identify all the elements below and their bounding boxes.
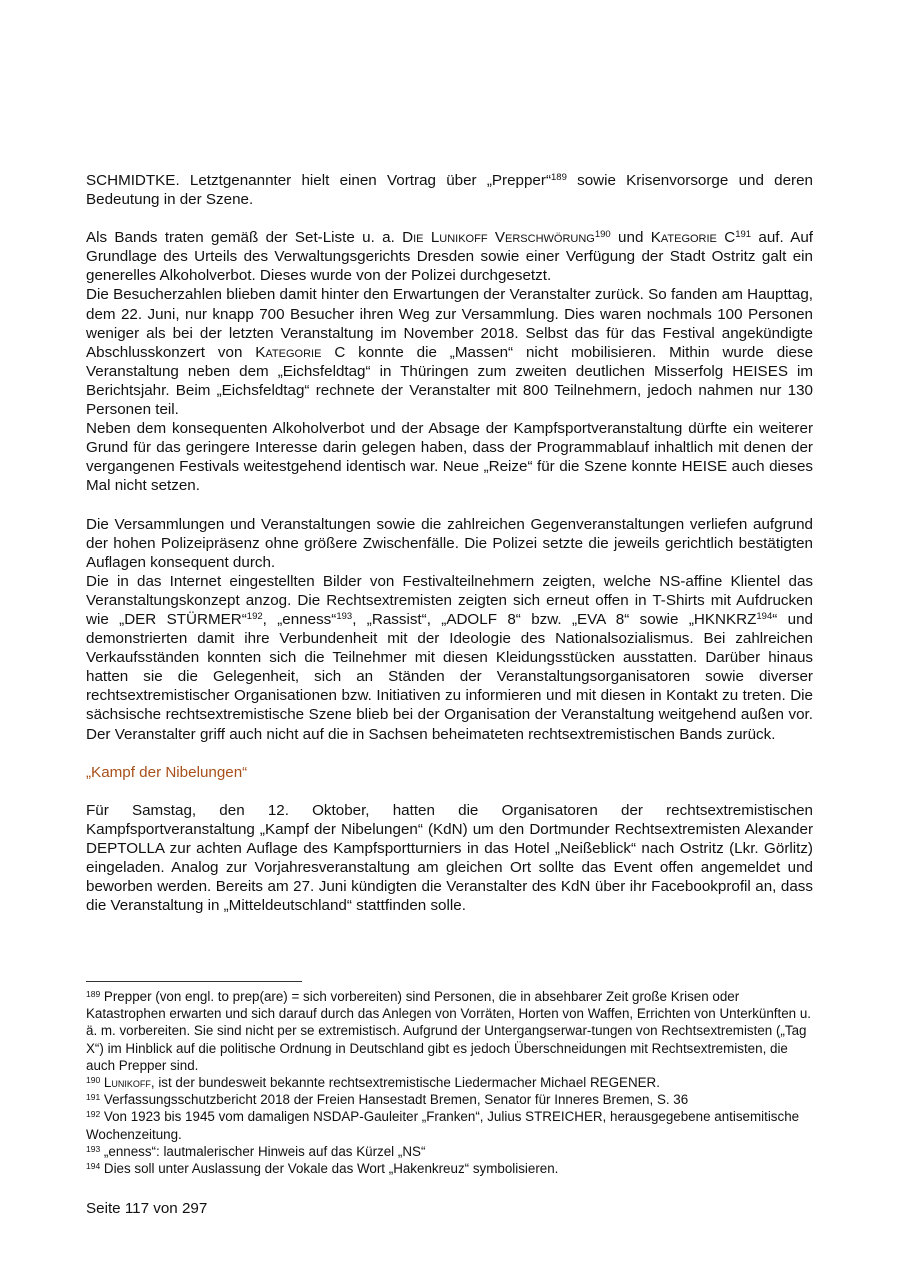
text-run: „enness“: lautmalerischer Hinweis auf das Kürzel „NS“ [100,1143,426,1159]
text-run: “ und demonstrierten damit ihre Verbundenheit mit der Ideologie des Nationalsozialismus. Bei zahlreichen Verkaufsständen konnten sich die Teilnehmer mit diesen Kleidungsstücken ausstatten. Darüber hinaus hatten sie die Gelegenheit, sich an Ständen der Veranstaltungsorganisatoren sowie diverser rechtsextremistischer Organisationen bzw. Initiativen zu informieren und mit diesen in Kontakt zu treten. Die sächsische rechtsextremistische Szene blieb bei der Organisation der Veranstaltung weitgehend außen vor. Der Veranstalter griff auch nicht auf die in Sachsen beheimateten rechtsextremistischen Bands zurück. [86,610,813,743]
text-run: Von 1923 bis 1945 vom damaligen NSDAP-Gauleiter „Franken“, Julius STREICHER, herausgegebene antisemitische Wochenzeitung. [86,1109,800,1142]
paragraph [86,419,813,495]
text-run: Für Samstag, den 12. Oktober, hatten die Organisatoren der rechtsextremistischen Kampfsportveranstaltung „Kampf der Nibelungen“ (KdN) um den Dortmunder Rechtsextremisten Alexander DEPTOLLA zur achten Auflage des Kampfsportturniers in das Hotel „Neißeblick“ nach Ostritz (Lkr. Görlitz) eingeladen. Analog zur Vorjahresveranstaltung am gleichen Ort sollte das Event offen angemeldet und beworben werden. Bereits am 27. Juni kündigten die Veranstalter des KdN über ihr Facebookprofil an, dass die Veranstaltung in „Mitteldeutschland“ stattfinden solle. [86,801,813,915]
band-name: Kategorie C [650,229,736,247]
paragraph [86,801,813,916]
text-run: Verfassungsschutzbericht 2018 der Freien Hansestadt Bremen, Senator für Inneres Bremen, S. 36 [100,1092,689,1108]
text-run: auf. Auf Grundlage des Urteils des Verwaltungsgerichts Dresden sowie einer Verfügung der Stadt Ostritz galt ein generelles Alkoholverbot. Dieses wurde von der Polizei durchgesetzt. [86,229,814,285]
text-run: Die in das Internet eingestellten Bilder von Festivalteilnehmern zeigten, welche NS-affine Klientel das Veranstaltungskonzept anzog. Die Rechtsextremisten zeigten sich erneut offen in T-Shirts mit Aufdrucken wie „DER STÜRMER“ [86,572,813,628]
footnote [86,1108,813,1142]
text-run: Prepper (von engl. to prep(are) = sich vorbereiten) sind Personen, die in absehbarer Zeit große Krisen oder Katastrophen erwarten und sich darauf durch das Anlegen von Vorräten, Horten von Waffen, Errichten von Unterkünften u. ä. m. vorbereiten. Sie sind nicht per se extremistisch. Aufgrund der Untergangserwar-tungen von Rechtsextremisten („Tag X“) im Hinblick auf die politische Ordnung in Deutschland gibt es jedoch Überschneidungen mit Rechtsextremisten, die auch Prepper sind. [86,989,812,1073]
footnote-reference: 191 [735,229,752,241]
text-run: sowie Krisenvorsorge und deren Bedeutung in der Szene. [86,172,813,209]
footnote-reference: 189 [86,989,101,999]
text-run: konnte die „Massen“ nicht mobilisieren. Mithin wurde diese Veranstaltung neben dem „Eichsfeldtag“ in Thüringen zum zweiten deutlichen Misserfolg HEISES im Berichtsjahr. Beim „Eichsfeldtag“ rechnete der Veranstalter mit 800 Teilnehmern, jedoch nahmen nur 130 Personen teil. [86,343,814,419]
paragraph [86,228,813,285]
section-heading [86,763,813,782]
footnote-reference: 193 [86,1143,101,1154]
footnote-reference: 192 [246,610,263,622]
text-run: , „enness“ [262,610,337,628]
text-run: SCHMIDTKE. Letztgenannter hielt einen Vortrag über „Prepper“ [86,172,551,189]
body-text [86,171,813,915]
text-run: Dies soll unter Auslassung der Vokale das Wort „Hakenkreuz“ symbolisieren. [100,1161,559,1177]
footnote-separator [86,981,302,982]
footnote-reference: 194 [756,610,773,622]
text-run: und [610,229,651,247]
footnotes [86,988,813,1177]
footnote-reference: 193 [336,610,353,622]
footnote [86,988,813,1074]
paragraph [86,285,813,419]
band-name: Die Lunikoff Verschwörung [402,229,595,247]
footnote-reference: 194 [86,1161,101,1172]
band-name: Kategorie C [255,343,346,361]
footnote-reference: 192 [86,1109,101,1120]
footnote [86,1074,813,1091]
footnote [86,1143,813,1160]
footnote [86,1160,813,1177]
paragraph [86,515,813,572]
page-number: Seite 117 von 297 [86,1200,208,1217]
paragraph [86,171,813,209]
text-run: , „Rassist“, „ADOLF 8“ bzw. „EVA 8“ sowie „HKNKRZ [352,610,757,628]
paragraph [86,572,813,744]
text-run: Neben dem konsequenten Alkoholverbot und der Absage der Kampfsportveranstaltung dürfte ein weiterer Grund für das geringere Interesse darin gelegen haben, dass der Programmablauf inhaltlich mit denen der vergangenen Festivals weitestgehend identisch war. Neue „Reize“ für die Szene konnte HEISE auch dieses Mal nicht setzen. [86,420,813,495]
footnote-reference: 189 [551,172,567,183]
footnote-reference: 190 [86,1075,101,1086]
footnote-reference: 191 [86,1092,101,1103]
text-run: Die Versammlungen und Veranstaltungen sowie die zahlreichen Gegenveranstaltungen verliefen aufgrund der hohen Polizeipräsenz ohne größere Zwischenfälle. Die Polizei setzte die jeweils gerichtlich bestätigten Auflagen konsequent durch. [86,515,813,571]
text-run: Die Besucherzahlen blieben damit hinter den Erwartungen der Veranstalter zurück. So fanden am Haupttag, dem 22. Juni, nur knapp 700 Besucher ihren Weg zur Versammlung. Dies waren nochmals 100 Personen weniger als bei der letzten Veranstaltung im November 2018. Selbst das für das Festival angekündigte Abschlusskonzert von [86,286,813,361]
text-run: , ist der bundesweit bekannte rechtsextremistische Liedermacher Michael REGENER. [150,1075,660,1091]
text-run: „Kampf der Nibelungen“ [86,763,248,781]
band-name: Lunikoff [103,1075,151,1091]
text-run: Als Bands traten gemäß der Set-Liste u. a. [86,229,403,247]
footnote-reference: 190 [594,229,611,241]
footnote [86,1091,813,1108]
